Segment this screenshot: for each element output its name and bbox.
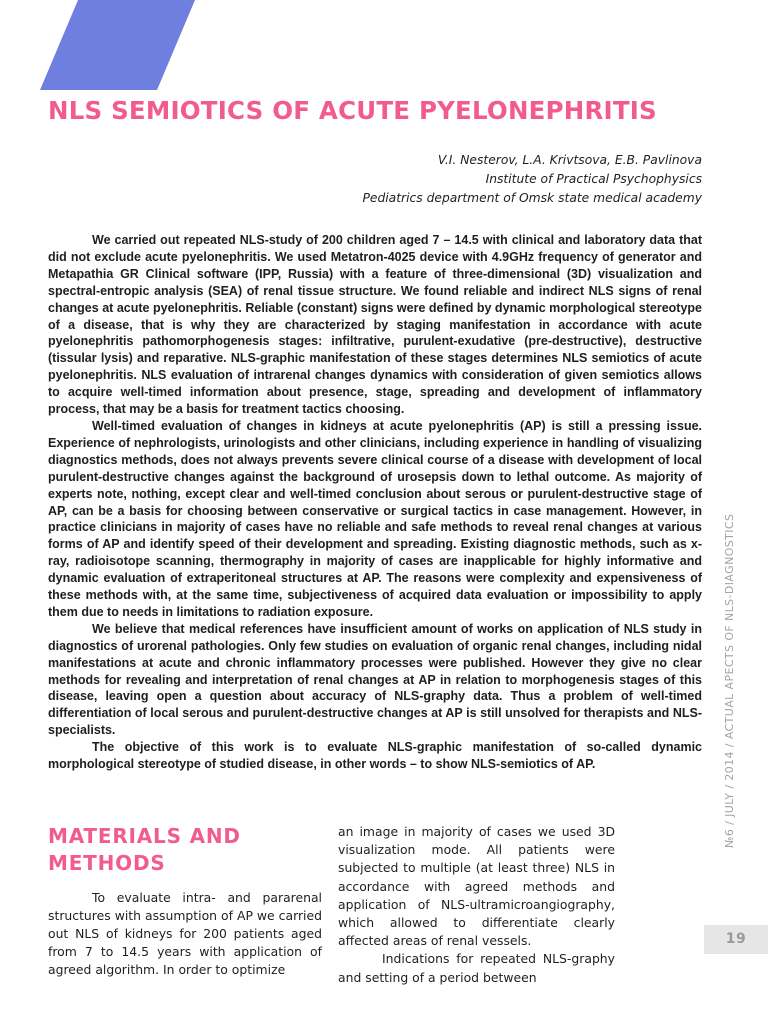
affiliation-institute: Institute of Practical Psychophysics — [485, 172, 702, 186]
body-column-right — [338, 823, 615, 987]
body-column-left — [48, 889, 322, 979]
page-number: 19 — [704, 925, 768, 954]
header-banner — [0, 0, 768, 90]
body-paragraph: an image in majority of cases we used 3D visualization mode. All patients were subjected to multiple (at least three) NLS in accordance with agreed methods and application of NLS-ultramicroangiography, which allowed to differentiate clearly affected areas of renal vessels. — [338, 824, 615, 949]
banner-parallelogram — [40, 0, 195, 90]
abstract-paragraph: We carried out repeated NLS-study of 200 children aged 7 – 14.5 with clinical and laboratory data that did not exclude acute pyelonephritis. We used Metatron-4025 device with 4.9GHz frequency of generator and Metapathia GR Clinical software (IPP, Russia) with a feature of three-dimensional (3D) visualization and spectral-entropic analysis (SEA) of renal tissue structure. We found reliable and indirect NLS signs of renal changes at acute pyelonephritis. Reliable (constant) signs were defined by dynamic morphological stereotype of a disease, that is why they are characterized by staging manifestation in accordance with acute pyelonephritis pathomorphogenesis stages: infiltrative, purulent-exudative (pre-destructive), destructive (tissular lysis) and reparative. NLS-graphic manifestation of these stages determines NLS semiotics of acute pyelonephritis. NLS evaluation of intrarenal changes dynamics with consideration of given semiotics allows to acquire well-timed information about presence, stage, spreading and development of inflammatory process, that may be a basis for treatment tactics choosing. — [48, 233, 702, 417]
author-block — [362, 151, 702, 208]
body-paragraph: Indications for repeated NLS-graphy and setting of a period between — [338, 951, 615, 985]
affiliation-academy: Pediatrics department of Omsk state medical academy — [362, 191, 702, 205]
author-names: V.I. Nesterov, L.A. Krivtsova, E.B. Pavlinova — [437, 153, 702, 167]
article-title: NLS SEMIOTICS OF ACUTE PYELONEPHRITIS — [48, 96, 657, 125]
section-heading-materials-methods: MATERIALS AND METHODS — [48, 824, 241, 875]
body-paragraph: To evaluate intra- and pararenal structures with assumption of AP we carried out NLS of kidneys for 200 patients aged from 7 to 14.5 years with application of agreed algorithm. In order to optimize — [48, 890, 322, 977]
abstract-paragraph: We believe that medical references have insufficient amount of works on application of NLS study in diagnostics of urorenal pathologies. Only few studies on evaluation of organic renal changes, including nidal manifestations at acute and chronic inflammatory processes were published. However they give no clear methods for revealing and interpretation of renal changes at AP in relation to morphogenesis stages of this disease, leaving open a question about accuracy of NLS-graphy data. Thus a problem of well-timed differentiation of local serous and purulent-destructive changes at AP is still unsolved for therapists and NLS-specialists. — [48, 621, 702, 738]
abstract-paragraph: Well-timed evaluation of changes in kidneys at acute pyelonephritis (AP) is still a pressing issue. Experience of nephrologists, urinologists and other clinicians, including experience in handling of visualizing diagnostics methods, does not always prevents severe clinical course of a disease with development of local purulent-destructive changes against the background of urosepsis down to lethal outcome. As majority of experts note, nothing, except clear and well-timed conclusion about serous or purulent-destructive stage of AP, can be a basis for choosing between conservative or surgical tactics in case management. However, in practice clinicians in majority of cases have no reliable and safe methods to reveal renal changes at various forms of AP and identify speed of their development and spreading. Existing diagnostic methods, such as x-ray, radioisotope scanning, thermography in majority of cases are inapplicable for highly informative and dynamic evaluation of extraperitoneal structures at AP. The reasons were complexity and expensiveness of these methods with, at the same time, subjectiveness of acquired data evaluation or impossibility to apply them due to needs in limitations to radiation exposure. — [48, 418, 702, 619]
journal-sidebar-text: №6 / JULY / 2014 / ACTUAL APECTS OF NLS-DIAGNOSTICS — [723, 513, 736, 848]
abstract — [48, 232, 702, 773]
abstract-paragraph: The objective of this work is to evaluate NLS-graphic manifestation of so-called dynamic morphological stereotype of studied disease, in other words – to show NLS-semiotics of AP. — [48, 740, 702, 772]
